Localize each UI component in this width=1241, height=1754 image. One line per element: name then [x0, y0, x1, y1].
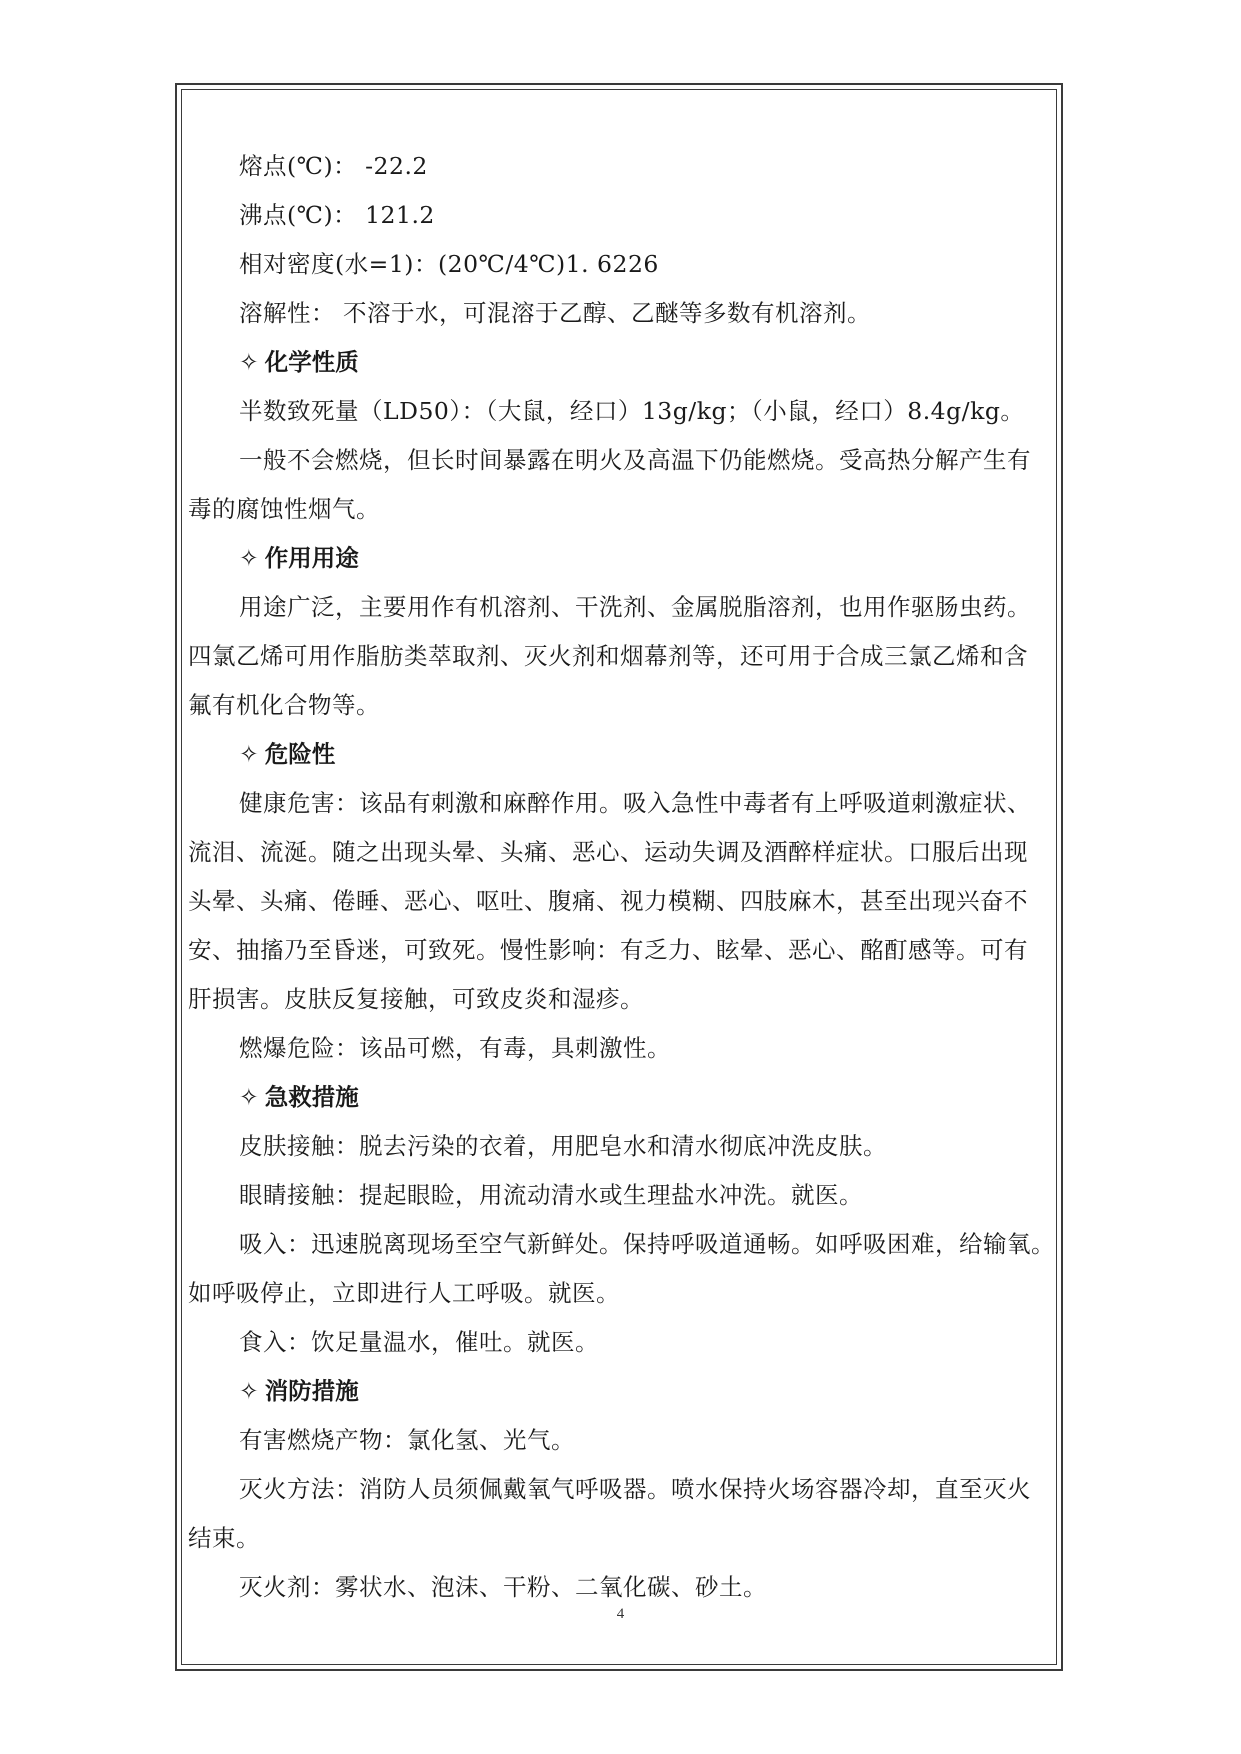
- section-title: 急救措施: [264, 1083, 359, 1111]
- section-heading-usage: [188, 534, 1058, 583]
- page-number: 4: [616, 1606, 625, 1622]
- health-hazard-line: 健康危害：该品有刺激和麻醉作用。吸入急性中毒者有上呼吸道刺激症状、: [239, 789, 1031, 817]
- section-title: 化学性质: [264, 348, 359, 376]
- section-heading-first-aid: [188, 1073, 1058, 1122]
- section-title: 危险性: [264, 740, 336, 768]
- solubility: 溶解性： 不溶于水，可混溶于乙醇、乙醚等多数有机溶剂。: [239, 299, 871, 327]
- health-hazard-line: 安、抽搐乃至昏迷，可致死。慢性影响：有乏力、眩晕、恶心、酩酊感等。可有: [188, 936, 1028, 964]
- usage-text-line: 用途广泛，主要用作有机溶剂、干洗剂、金属脱脂溶剂，也用作驱肠虫药。: [239, 593, 1031, 621]
- chemical-text-line: 毒的腐蚀性烟气。: [188, 495, 380, 523]
- chemical-text-line: 一般不会燃烧，但长时间暴露在明火及高温下仍能燃烧。受高热分解产生有: [239, 446, 1031, 474]
- inhalation-text-line: 吸入：迅速脱离现场至空气新鲜处。保持呼吸道通畅。如呼吸困难，给输氧。: [239, 1230, 1055, 1258]
- section-marker-icon: ✧: [239, 1083, 259, 1111]
- document-body: [188, 142, 1058, 1612]
- ld50-text: 半数致死量（LD50）：（大鼠，经口）13g/kg；（小鼠，经口）8.4g/kg。: [239, 397, 1025, 425]
- relative-density: 相对密度(水=1)：(20℃/4℃)1. 6226: [239, 250, 659, 278]
- health-hazard-line: 流泪、流涎。随之出现头晕、头痛、恶心、运动失调及酒醉样症状。口服后出现: [188, 838, 1028, 866]
- extinguish-method-line: 结束。: [188, 1524, 260, 1552]
- skin-contact-text: 皮肤接触：脱去污染的衣着，用肥皂水和清水彻底冲洗皮肤。: [239, 1132, 887, 1160]
- eye-contact-text: 眼睛接触：提起眼睑，用流动清水或生理盐水冲洗。就医。: [239, 1181, 863, 1209]
- section-heading-firefighting: [188, 1367, 1058, 1416]
- section-marker-icon: ✧: [239, 740, 259, 768]
- inhalation-text-line: 如呼吸停止，立即进行人工呼吸。就医。: [188, 1279, 620, 1307]
- usage-text-line: 氟有机化合物等。: [188, 691, 380, 719]
- section-title: 作用用途: [264, 544, 359, 572]
- health-hazard-line: 头晕、头痛、倦睡、恶心、呕吐、腹痛、视力模糊、四肢麻木，甚至出现兴奋不: [188, 887, 1028, 915]
- extinguishing-agents-text: 灭火剂：雾状水、泡沫、干粉、二氧化碳、砂土。: [239, 1573, 767, 1601]
- section-heading-hazard: [188, 730, 1058, 779]
- extinguish-method-line: 灭火方法：消防人员须佩戴氧气呼吸器。喷水保持火场容器冷却，直至灭火: [239, 1475, 1031, 1503]
- section-heading-chemical: [188, 338, 1058, 387]
- melting-point: 熔点(℃)： -22.2: [239, 152, 428, 180]
- section-marker-icon: ✧: [239, 1377, 259, 1405]
- section-marker-icon: ✧: [239, 348, 259, 376]
- health-hazard-line: 肝损害。皮肤反复接触，可致皮炎和湿疹。: [188, 985, 644, 1013]
- fire-hazard-text: 燃爆危险：该品可燃，有毒，具刺激性。: [239, 1034, 671, 1062]
- combustion-products-text: 有害燃烧产物：氯化氢、光气。: [239, 1426, 575, 1454]
- ingestion-text: 食入：饮足量温水，催吐。就医。: [239, 1328, 599, 1356]
- boiling-point: 沸点(℃)： 121.2: [239, 201, 435, 229]
- usage-text-line: 四氯乙烯可用作脂肪类萃取剂、灭火剂和烟幕剂等，还可用于合成三氯乙烯和含: [188, 642, 1028, 670]
- section-title: 消防措施: [264, 1377, 359, 1405]
- section-marker-icon: ✧: [239, 544, 259, 572]
